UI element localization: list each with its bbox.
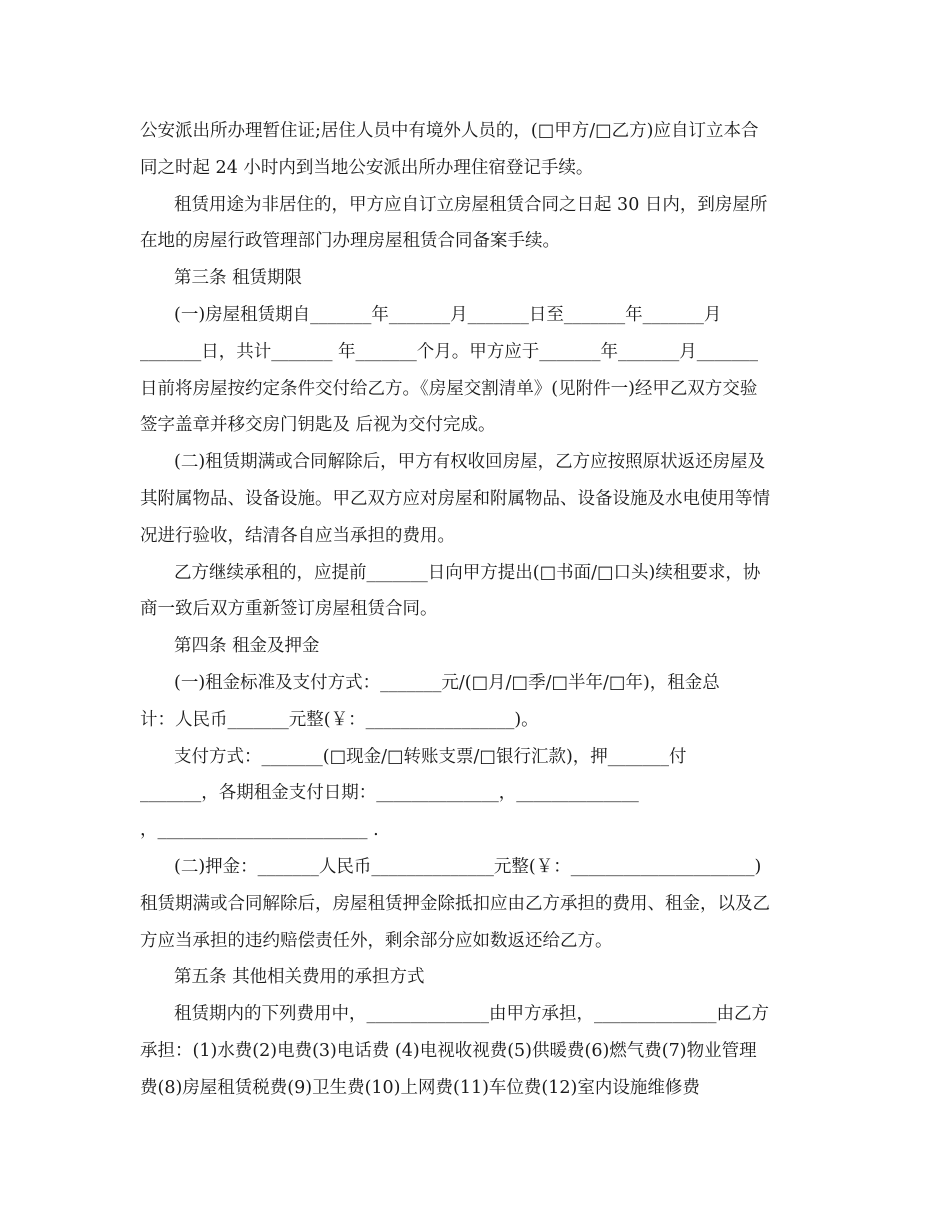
text-line: 租赁用途为非居住的，甲方应自订立房屋租赁合同之日起 30 日内，到房屋所 [174,194,768,215]
text-line: 其附属物品、设备设施。甲乙双方应对房屋和附属物品、设备设施及水电使用等情 [140,488,770,509]
text-line: 费(8)房屋租赁税费(9)卫生费(10)上网费(11)车位费(12)室内设施维修费 [140,1077,700,1098]
text-line: 商一致后双方重新签订房屋租赁合同。 [140,599,438,620]
text-line: 在地的房屋行政管理部门办理房屋租赁合同备案手续。 [140,231,560,252]
text-line: (二)租赁期满或合同解除后，甲方有权收回房屋，乙方应按照原状返还房屋及 [174,452,766,473]
text-line: _______，各期租金支付日期：______________，______________ [140,783,639,804]
text-line: 计：人民币_______元整(￥：_________________)。 [140,709,539,730]
text-line: 承担：(1)水费(2)电费(3)电话费 (4)电视收视费(5)供暖费(6)燃气费(7)物业管理 [140,1040,757,1061]
text-line: (一)租金标准及支付方式：_______元/(□月/□季/□半年/□年)，租金总 [174,672,720,693]
text-line: 日前将房屋按约定条件交付给乙方。《房屋交割清单》(见附件一)经甲乙双方交验 [140,378,758,399]
text-line: 签字盖章并移交房门钥匙及 后视为交付完成。 [140,415,496,436]
text-line: (二)押金：_______人民币______________元整(￥：_____________________) [174,856,762,877]
text-line: 方应当承担的违约赔偿责任外，剩余部分应如数返还给乙方。 [140,930,613,951]
text-line: 同之时起 24 小时内到当地公安派出所办理住宿登记手续。 [140,157,594,178]
text-line: 况进行验收，结清各自应当承担的费用。 [140,525,455,546]
section-heading: 第五条 其他相关费用的承担方式 [174,967,425,988]
text-line: 乙方继续承租的，应提前_______日向甲方提出(□书面/□口头)续租要求，协 [174,562,761,583]
text-line: 支付方式：_______(□现金/□转账支票/□银行汇款)，押_______付 [174,746,687,767]
text-line: 租赁期满或合同解除后，房屋租赁押金除抵扣应由乙方承担的费用、租金，以及乙 [140,893,770,914]
text-line: 租赁期内的下列费用中，______________由甲方承担，______________由乙方 [174,1004,769,1025]
text-line: 公安派出所办理暂住证;居住人员中有境外人员的，(□甲方/□乙方)应自订立本合 [140,121,759,141]
section-heading: 第三条 租赁期限 [174,268,303,289]
text-line: (一)房屋租赁期自_______年_______月_______日至_______年_______月 [174,304,722,325]
text-line: ，________________________ . [140,820,379,841]
document-body [140,113,810,1107]
text-line: _______日，共计_______ 年_______个月。甲方应于_______年_______月_______ [140,341,759,362]
section-heading: 第四条 租金及押金 [174,636,320,657]
